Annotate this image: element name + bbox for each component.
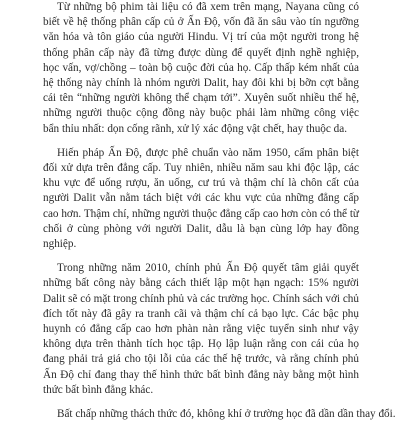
paragraph-3: Trong những năm 2010, chính phủ Ấn Độ quyết tâm giải quyết những bất công này bằng cách thiết lập một hạn ngạch: 15% người Dalit sẽ có mặt trong chính phủ và các trường học. Chính sách với chủ đích tốt này đã gây ra tranh cãi và thậm chí cả bạo lực. Các bậc phụ huynh có đẳng cấp cao hơn phàn nàn rằng việc tuyển sinh như vậy không dựa trên thành tích học tập. Họ lập luận rằng con cái của họ đang phải trả giá cho tội lỗi của các thế hệ trước, và rằng chính phủ Ấn Độ chỉ đang thay thế hình thức bất bình đẳng này bằng một hình thức bất bình đẳng khác.: [43, 262, 359, 396]
body-text: [43, 0, 396, 422]
paragraph-2: Hiến pháp Ấn Độ, được phê chuẩn vào năm 1950, cấm phân biệt đối xử dựa trên đẳng cấp. Tuy nhiên, nhiều năm sau khi độc lập, các khu vực để uống rượu, ăn uống, cư trú và thậm chí là chôn cất của người Dalit vẫn nằm tách biệt với các khu vực của những đẳng cấp cao hơn. Thậm chí, những người thuộc đẳng cấp cao hơn còn có thể từ chối ở cùng phòng với người Dalit, dẫu là bạn cùng lớp hay đồng nghiệp.: [43, 146, 359, 251]
paragraph-4-partial: Bất chấp những thách thức đó, không khí ở trường học đã dần dần thay đổi.: [57, 408, 396, 421]
paragraph-1: Từ những bộ phim tài liệu có đã xem trên mạng, Nayana cũng có biết về hệ thống phân cấp củ ở Ấn Độ, vốn đã ăn sâu vào tín ngưỡng văn hóa và tôn giáo của người Hindu. Vị trí của một người trong hệ thống phân cấp này đã từng được dùng để quyết định nghề nghiệp, học vấn, vợ/chồng – toàn bộ cuộc đời của họ. Cấp thấp kém nhất của hệ thống này chính là nhóm người Dalit, hay đôi khi bị bỡn cợt bằng cái tên “những người không thể chạm tới”. Xuyên suốt nhiều thế hệ, những người thuộc cộng đồng này buộc phải làm những công việc bẩn thỉu nhất: dọn cống rãnh, xử lý xác động vật chết, hay thuộc da.: [43, 1, 359, 135]
